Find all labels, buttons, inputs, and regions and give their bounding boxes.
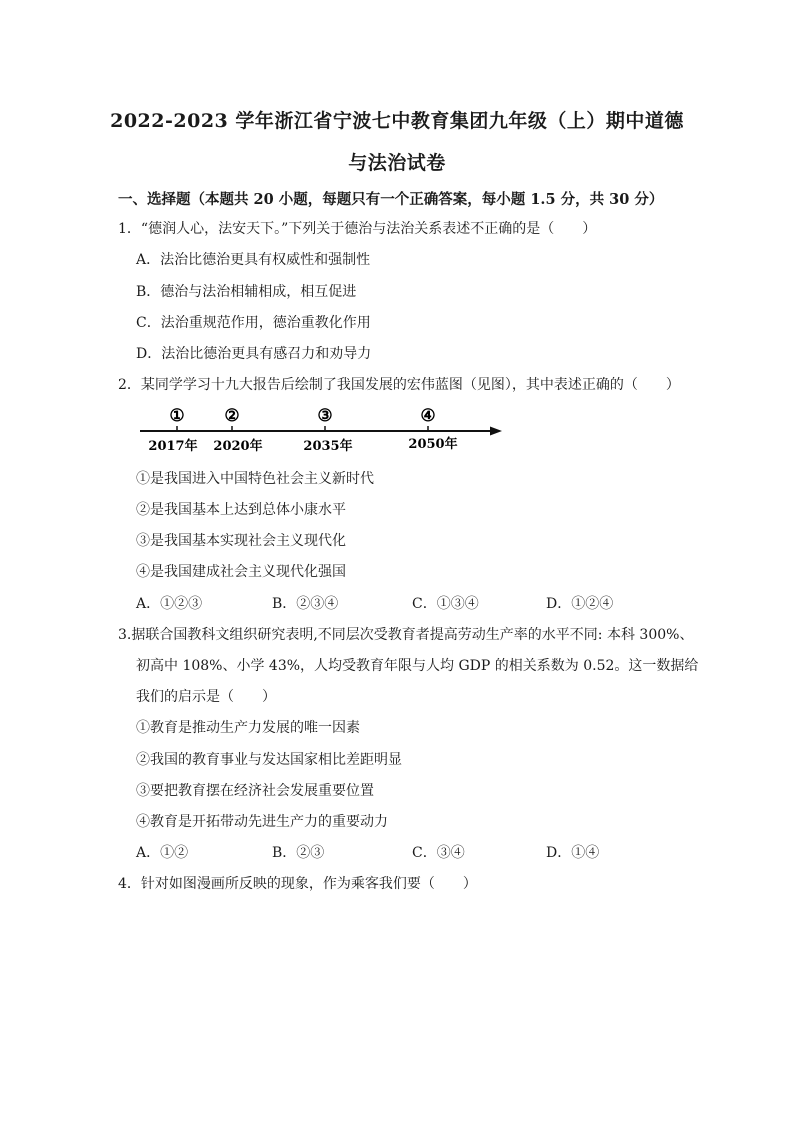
question-1-option-d: D．法治比德治更具有感召力和劝导力 bbox=[136, 346, 372, 362]
exam-title-line2: 与法治试卷 bbox=[348, 152, 446, 174]
timeline-year-2: 2020年 bbox=[213, 439, 263, 454]
question-2-choice-b: B．②③④ bbox=[272, 596, 339, 612]
question-3-stem-line3: 我们的启示是（ ） bbox=[136, 689, 276, 705]
timeline-marker-2: ② bbox=[224, 406, 240, 426]
question-3-stem-line2: 初高中 108%、小学 43%，人均受教育年限与人均 GDP 的相关系数为 0.52。这一数据给 bbox=[136, 658, 699, 674]
exam-title-line1: 2022-2023 学年浙江省宁波七中教育集团九年级（上）期中道德 bbox=[110, 110, 684, 132]
question-1-option-c: C．法治重规范作用，德治重教化作用 bbox=[136, 315, 371, 331]
timeline-arrowhead bbox=[490, 427, 502, 436]
question-3-statement-1: ①教育是推动生产力发展的唯一因素 bbox=[136, 720, 360, 736]
development-timeline-figure bbox=[140, 402, 510, 458]
section-heading: 一、选择题（本题共 20 小题，每题只有一个正确答案，每小题 1.5 分，共 30 分） bbox=[118, 191, 664, 208]
question-3-statement-2: ②我国的教育事业与发达国家相比差距明显 bbox=[136, 752, 402, 768]
timeline-marker-1: ① bbox=[169, 406, 185, 426]
question-2-choice-a: A．①②③ bbox=[136, 596, 203, 612]
question-2-statement-3: ③是我国基本实现社会主义现代化 bbox=[136, 533, 346, 549]
question-2-stem: 2．某同学学习十九大报告后绘制了我国发展的宏伟蓝图（见图），其中表述正确的（ ） bbox=[118, 377, 680, 393]
question-3-statement-3: ③要把教育摆在经济社会发展重要位置 bbox=[136, 783, 374, 799]
timeline-marker-4: ④ bbox=[420, 406, 436, 426]
question-3-stem-line1: 3.据联合国教科文组织研究表明,不同层次受教育者提高劳动生产率的水平不同: 本科 300%、 bbox=[118, 627, 694, 643]
question-2-choice-d: D．①②④ bbox=[546, 596, 614, 612]
question-1-option-a: A．法治比德治更具有权威性和强制性 bbox=[136, 252, 371, 268]
question-4-stem: 4．针对如图漫画所反映的现象，作为乘客我们要（ ） bbox=[118, 876, 477, 892]
timeline-marker-3: ③ bbox=[317, 406, 333, 426]
timeline-svg bbox=[140, 402, 510, 458]
timeline-year-4: 2050年 bbox=[408, 437, 458, 452]
timeline-year-1: 2017年 bbox=[148, 439, 198, 454]
question-3-choice-d: D．①④ bbox=[546, 845, 600, 861]
question-3-choice-c: C．③④ bbox=[412, 845, 465, 861]
question-3-statement-4: ④教育是开拓带动先进生产力的重要动力 bbox=[136, 814, 388, 830]
question-2-statement-2: ②是我国基本上达到总体小康水平 bbox=[136, 502, 346, 518]
question-1-option-b: B．德治与法治相辅相成，相互促进 bbox=[136, 284, 357, 300]
question-2-statement-4: ④是我国建成社会主义现代化强国 bbox=[136, 564, 346, 580]
question-1-stem: 1．“德润人心，法安天下。”下列关于德治与法治关系表述不正确的是（ ） bbox=[118, 221, 597, 237]
question-2-statement-1: ①是我国进入中国特色社会主义新时代 bbox=[136, 471, 374, 487]
timeline-year-3: 2035年 bbox=[303, 439, 353, 454]
question-2-choice-c: C．①③④ bbox=[412, 596, 479, 612]
question-3-choice-a: A．①② bbox=[136, 845, 189, 861]
question-3-choice-b: B．②③ bbox=[272, 845, 325, 861]
